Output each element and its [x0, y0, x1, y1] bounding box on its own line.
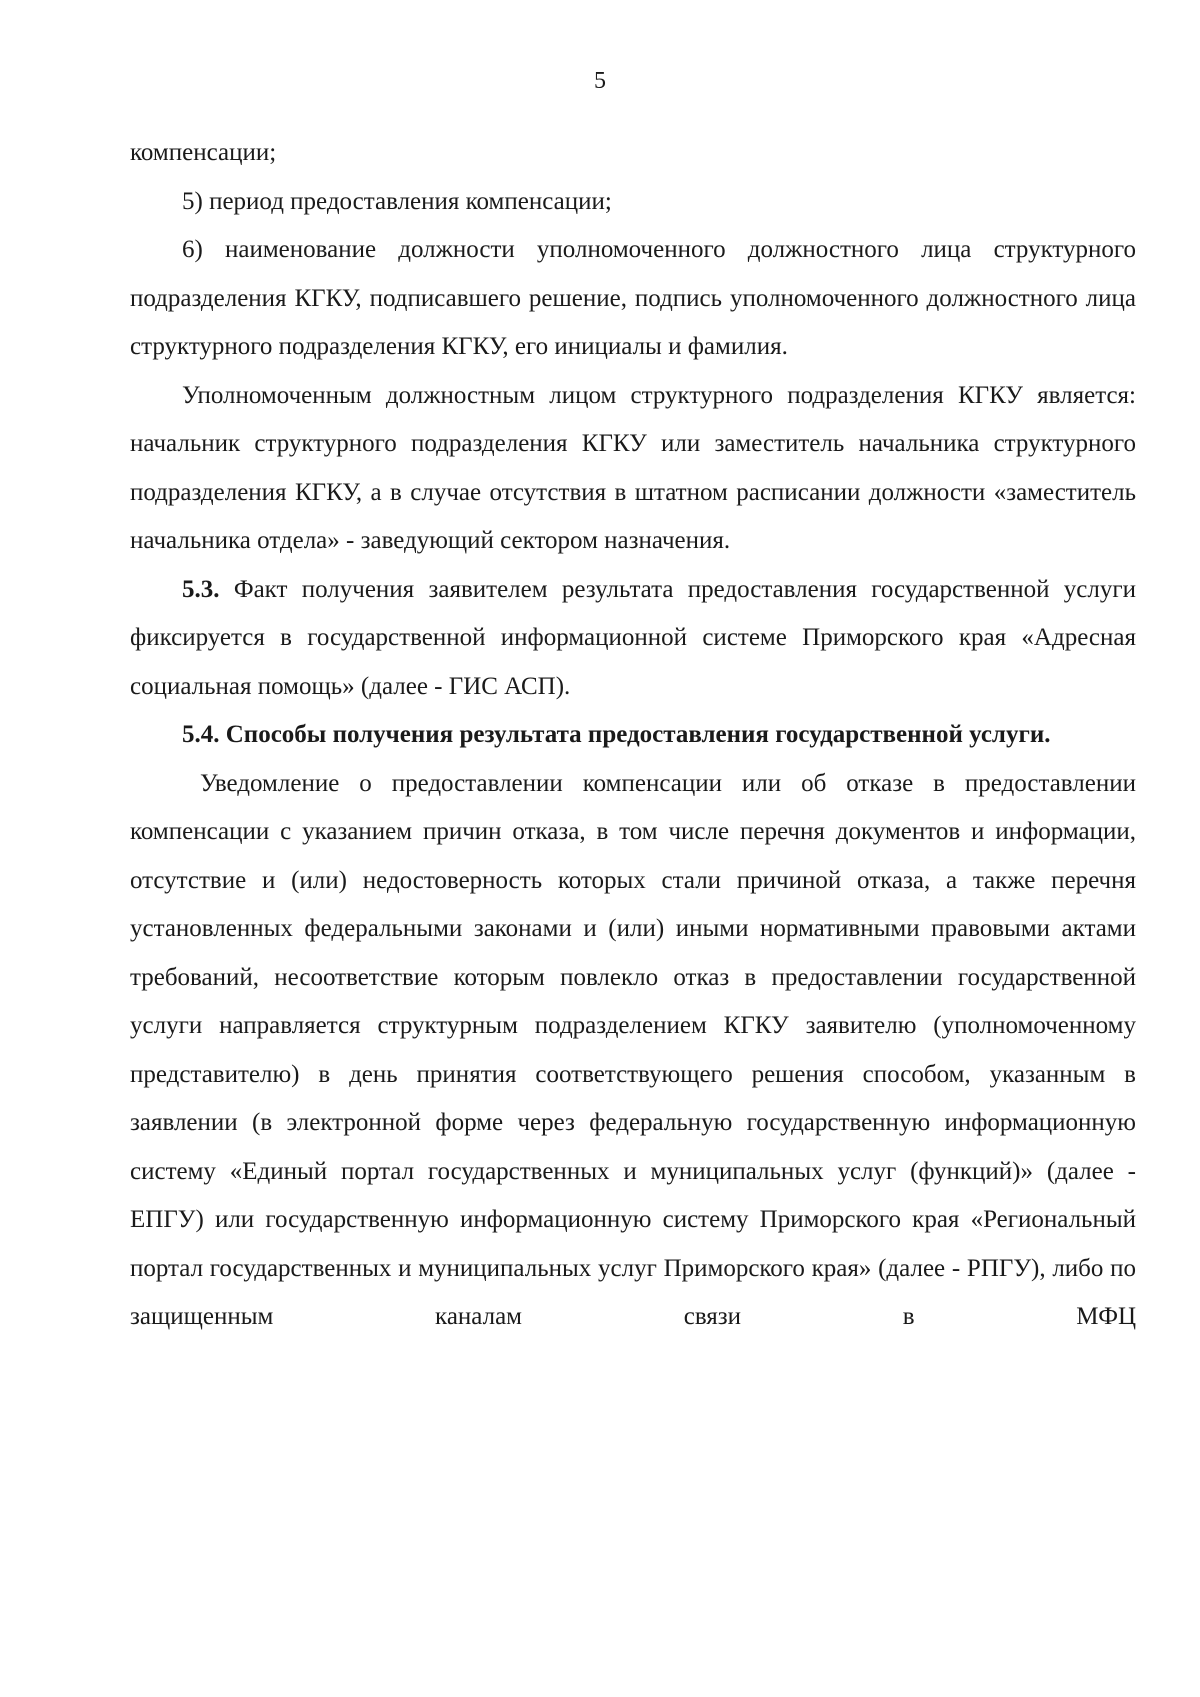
section-5-3: [130, 566, 1136, 712]
section-5-3-text: Факт получения заявителем результата предоставления государственной услуги фиксируется в государственной информационной системе Приморского края «Адресная социальная помощь» (далее - ГИС АСП).: [130, 575, 1136, 700]
page-number: 5: [594, 68, 606, 94]
paragraph-authorized-official: Уполномоченным должностным лицом структурного подразделения КГКУ является: начальник структурного подразделения КГКУ или заместитель начальника структурного подразделения КГКУ, а в случае отсутствия в штатном расписании должности «заместитель начальника отдела» - заведующий сектором назначения.: [130, 381, 1136, 554]
section-5-4-heading: 5.4. Способы получения результата предоставления государственной услуги.: [182, 721, 1051, 748]
document-body: [130, 129, 1136, 1342]
list-item-6: 6) наименование должности уполномоченного должностного лица структурного подразделения КГКУ, подписавшего решение, подпись уполномоченного должностного лица структурного подразделения КГКУ, его инициалы и фамилия.: [130, 236, 1136, 360]
paragraph-notification: Уведомление о предоставлении компенсации или об отказе в предоставлении компенсации с указанием причин отказа, в том числе перечня документов и информации, отсутствие и (или) недостоверность которых стали причиной отказа, а также перечня установленных федеральными законами и (или) иными нормативными правовыми актами требований, несоответствие которым повлекло отказ в предоставлении государственной услуги направляется структурным подразделением КГКУ заявителю (уполномоченному представителю) в день принятия соответствующего решения способом, указанным в заявлении (в электронной форме через федеральную государственную информационную систему «Единый портал государственных и муниципальных услуг (функций)» (далее - ЕПГУ) или государственную информационную систему Приморского края «Региональный портал государственных и муниципальных услуг Приморского края» (далее - РПГУ), либо по защищенным каналам связи в МФЦ: [130, 769, 1136, 1330]
list-item-5: 5) период предоставления компенсации;: [182, 187, 612, 215]
paragraph-continuation: компенсации;: [130, 139, 277, 166]
section-5-3-number: 5.3.: [182, 575, 220, 603]
